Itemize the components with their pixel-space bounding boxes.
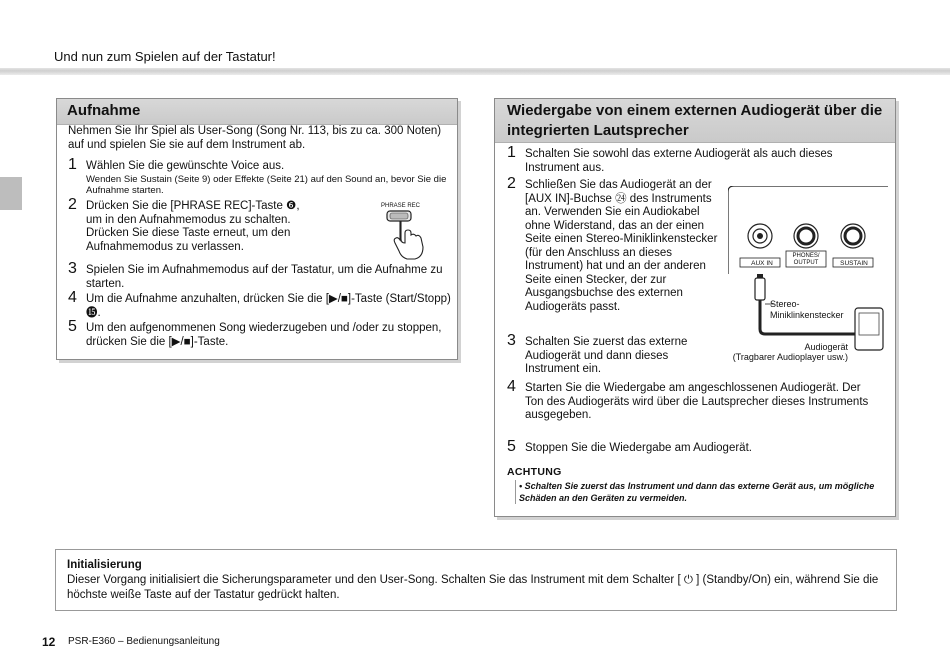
sustain-label: SUSTAIN (840, 260, 868, 267)
connection-diagram (728, 186, 888, 381)
header-rule (0, 68, 950, 75)
device-label: Audiogerät (804, 342, 848, 352)
audio-step-5 (507, 438, 882, 456)
step-text: Starten Sie die Wiedergabe am angeschlossenen Audiogerät. Der Ton des Audiogeräts wird über die Lautsprecher dieses Instruments ausgegeben. (525, 382, 869, 421)
plug-label: Stereo- Miniklinkenstecker (770, 299, 844, 320)
initialization-box (55, 549, 897, 611)
step-number: 1 (507, 144, 516, 161)
step-text: Um die Aufnahme anzuhalten, drücken Sie die [▶/■]-Taste (Start/Stopp) ⓯. (86, 293, 451, 319)
step-text: Um den aufgenommenen Song wiederzugeben und /oder zu stoppen, drücken Sie die [▶/■]-Taste. (86, 322, 442, 348)
step-number: 3 (507, 332, 516, 349)
step-text: Schalten Sie sowohl das externe Audiogerät als auch dieses Instrument aus. (525, 148, 833, 174)
recording-step-5 (68, 318, 453, 349)
phrase-rec-label: PHRASE REC (381, 203, 421, 209)
recording-section (56, 98, 458, 360)
caution-text: • Schalten Sie zuerst das Instrument und dann das externe Gerät aus, um mögliche Schäden an den Geräten zu vermeiden. (515, 480, 889, 504)
phones-output-jack-icon (794, 224, 818, 248)
recording-step-3 (68, 260, 453, 291)
recording-title: Aufnahme (57, 99, 457, 125)
step-note: Wenden Sie Sustain (Seite 9) oder Effekte (Seite 21) auf den Sound an, bevor Sie die Aufnahme starten. (86, 173, 447, 196)
step-number: 2 (68, 196, 77, 213)
audio-step-1 (507, 144, 882, 175)
step-text: Spielen Sie im Aufnahmemodus auf der Tastatur, um die Aufnahme zu starten. (86, 264, 443, 290)
recording-intro: Nehmen Sie Ihr Spiel als User-Song (Song Nr. 113, bis zu ca. 300 Noten) auf und spielen Sie sie auf dem Instrument ab. (68, 125, 442, 151)
aux-in-label: AUX IN (751, 260, 773, 267)
hand-pressing-button-icon (381, 209, 431, 264)
step-number: 5 (507, 438, 516, 455)
caution-title: ACHTUNG (507, 466, 562, 478)
recording-step-2 (68, 196, 313, 254)
external-audio-title: Wiedergabe von einem externen Audiogerät über die integrierten Lautsprecher (495, 99, 895, 143)
init-title: Initialisierung (67, 559, 142, 571)
step-number: 5 (68, 318, 77, 335)
step-text: Schalten Sie zuerst das externe Audiogerät und dann dieses Instrument ein. (525, 336, 688, 375)
phrase-rec-illustration (381, 201, 431, 261)
phones-output-label: PHONES/ OUTPUT (792, 253, 820, 266)
document-title: PSR-E360 – Bedienungsanleitung (68, 636, 220, 647)
step-number: 4 (68, 289, 77, 306)
step-number: 1 (68, 156, 77, 173)
step-text: Schließen Sie das Audiogerät an der [AUX IN]-Buchse ㉔ des Instruments an. Verwenden Sie ein Audiokabel ohne Widerstand, das an der einen Seite einen Stereo-Miniklinkenstecker (für den Anschluss an dieses Instrument) hat und an der anderen Seite einen Stecker, der zur Ausgangsbuchse des externen Audiogeräts passt. (525, 179, 718, 313)
audio-step-4 (507, 378, 882, 423)
step-text: Drücken Sie die [PHRASE REC]-Taste ❻, um in den Aufnahmemodus zu schalten. Drücken Sie diese Taste erneut, um den Aufnahmemodus zu verlassen. (86, 200, 300, 253)
step-number: 4 (507, 378, 516, 395)
aux-in-jack-icon (748, 224, 772, 248)
step-number: 3 (68, 260, 77, 277)
chapter-tab (0, 177, 22, 210)
page-header-title: Und nun zum Spielen auf der Tastatur! (54, 49, 276, 64)
device-sublabel: (Tragbarer Audioplayer usw.) (732, 352, 848, 362)
external-audio-section (494, 98, 896, 517)
audio-step-2 (507, 175, 719, 314)
sustain-jack-icon (841, 224, 865, 248)
audio-player-icon (855, 308, 883, 350)
audio-step-3 (507, 332, 719, 377)
step-text: Wählen Sie die gewünschte Voice aus. (86, 160, 285, 172)
recording-step-1 (68, 156, 453, 196)
recording-step-4 (68, 289, 453, 320)
init-text: Dieser Vorgang initialisiert die Sicherungsparameter und den User-Song. Schalten Sie das Instrument mit dem Schalter [ ⏻ ] (Standby/On) ein, während Sie die höchste weiße Taste auf der Tastatur gedrückt halten. (67, 574, 879, 601)
step-number: 2 (507, 175, 516, 192)
step-text: Stoppen Sie die Wiedergabe am Audiogerät. (525, 442, 752, 454)
page-number: 12 (42, 635, 56, 649)
